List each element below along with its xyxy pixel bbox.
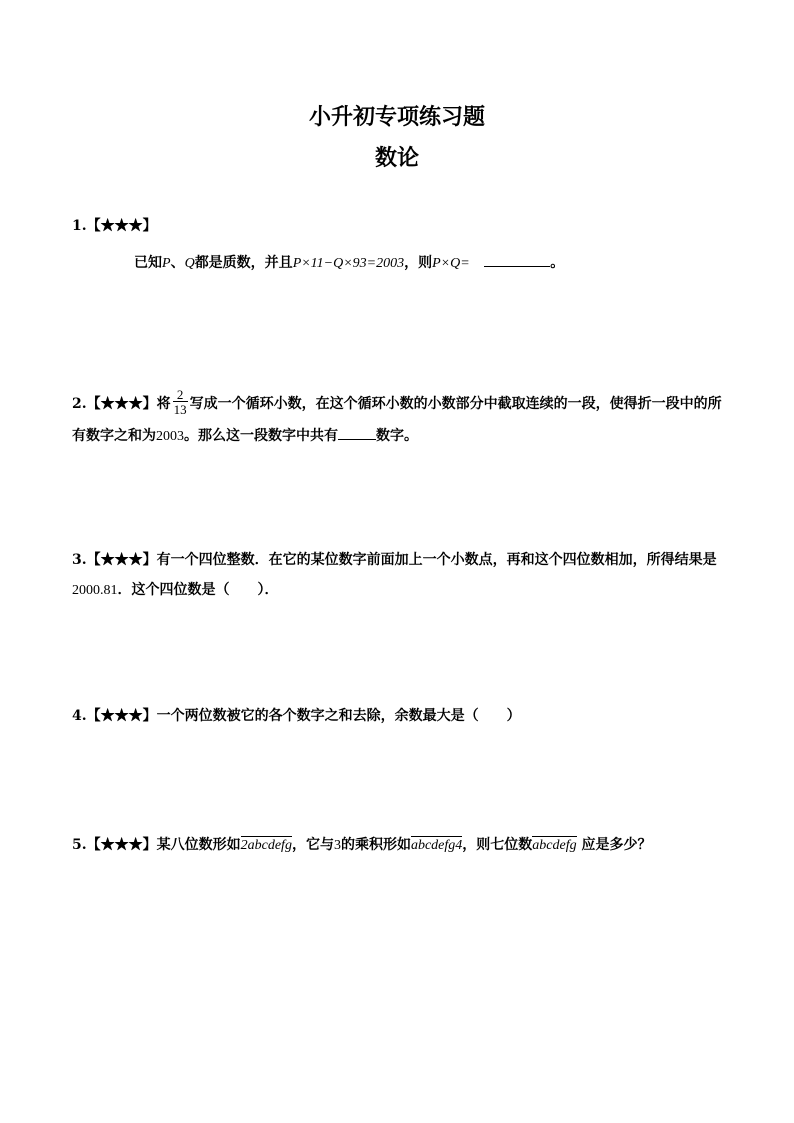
document-title: 小升初专项练习题 (308, 104, 485, 130)
question-1-header (72, 219, 157, 233)
question-1-text: 已知P、Q都是质数，并且P×11−Q×93=2003，则P×Q= 。 (134, 255, 565, 271)
question-5-difficulty: 【★★★】 (86, 837, 157, 853)
question-2-text: 2.【★★★】将 $\frac{2}{13}$ 写成一个循环小数，在这个循环小数的小数部分中截取连续的一段，使得折一段中的所 (72, 387, 722, 417)
question-4-text: 4.【★★★】一个两位数被它的各个数字之和去除，余数最大是（ ） (72, 708, 521, 724)
question-2-number: 2. (72, 396, 87, 412)
question-3-difficulty: 【★★★】 (86, 552, 157, 568)
question-4-difficulty: 【★★★】 (86, 708, 157, 724)
answer-blank (484, 254, 550, 267)
document-subtitle: 数论 (374, 145, 419, 171)
question-4-number: 4. (72, 708, 87, 724)
question-1-difficulty: 【★★★】 (86, 218, 157, 234)
question-3-text: 3.【★★★】有一个四位整数．在它的某位数字前面加上一个小数点，再和这个四位数相加，所得结果是 (72, 552, 717, 568)
question-3-text-line-2: 2000.81．这个四位数是（ ）． (72, 582, 279, 598)
question-1-equation: P×11−Q×93=2003 (292, 256, 405, 271)
answer-blank (338, 427, 376, 440)
question-2-text-line-2: 有数字之和为2003。那么这一段数字中共有 数字。 (72, 428, 418, 444)
question-2-difficulty: 【★★★】 (86, 396, 157, 412)
question-1-number: 1. (72, 218, 87, 234)
question-5-number: 5. (72, 837, 87, 853)
question-3-number: 3. (72, 552, 87, 568)
overlined-number-1: 2abcdefg (240, 838, 292, 853)
fraction-2-13: $\frac{2}{13}$ (173, 387, 187, 417)
question-1-product: P×Q= (432, 256, 470, 271)
overlined-number-3: abcdefg (532, 838, 577, 853)
overlined-number-2: abcdefg4 (410, 838, 463, 853)
question-5-text: 5.【★★★】某八位数形如2abcdefg，它与3的乘积形如abcdefg4，则七位数abcdefg 应是多少？ (72, 837, 652, 853)
